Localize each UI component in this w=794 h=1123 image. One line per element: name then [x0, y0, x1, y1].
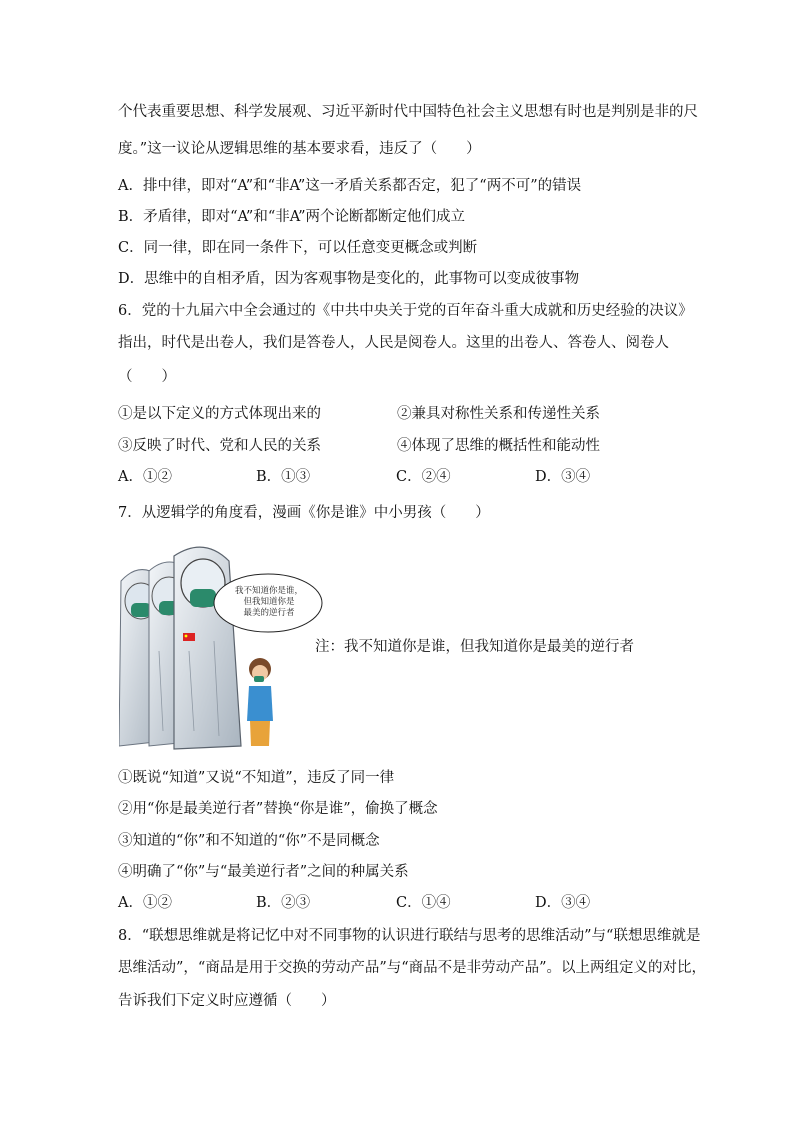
q7-cartoon-note: 注：我不知道你是谁，但我知道你是最美的逆行者: [315, 639, 634, 655]
q5-option-b: B．矛盾律，即对“A”和“非A”两个论断都断定他们成立: [118, 209, 465, 225]
bubble-line-2: 但我知道你是: [243, 597, 295, 607]
speech-bubble-text: [219, 586, 319, 619]
q5-option-d: D．思维中的自相矛盾，因为客观事物是变化的，此事物可以变成彼事物: [118, 271, 580, 287]
q5-option-c: C．同一律，即在同一条件下，可以任意变更概念或判断: [118, 240, 478, 256]
q5-stem-line1: 个代表重要思想、科学发展观、习近平新时代中国特色社会主义思想有时也是判别是非的尺: [118, 104, 698, 120]
q7-stem: 7．从逻辑学的角度看，漫画《你是谁》中小男孩（ ）: [118, 505, 490, 521]
q6-stem-line2: 指出，时代是出卷人，我们是答卷人，人民是阅卷人。这里的出卷人、答卷人、阅卷人: [118, 335, 669, 351]
q7-item-3: ③知道的“你”和不知道的“你”不是同概念: [118, 833, 380, 849]
q6-stem-line3: （ ）: [118, 369, 176, 385]
q7-choice-c: C．①④: [396, 895, 451, 911]
q6-choice-a: A．①②: [118, 469, 172, 485]
q7-item-2: ②用“你是最美逆行者”替换“你是谁”，偷换了概念: [118, 801, 438, 817]
q7-choice-b: B．②③: [256, 895, 311, 911]
q6-stem-line1: 6．党的十九届六中全会通过的《中共中央关于党的百年奋斗重大成就和历史经验的决议》: [118, 303, 693, 319]
q6-item-3: ③反映了时代、党和人民的关系: [118, 438, 321, 454]
bubble-line-1: 我不知道你是谁，: [234, 586, 303, 596]
q8-stem-line1: 8．“联想思维就是将记忆中对不同事物的认识进行联结与思考的思维活动”与“联想思维就是: [118, 928, 701, 944]
q5-stem-line2: 度。”这一议论从逻辑思维的基本要求看，违反了（ ）: [118, 141, 481, 157]
q6-item-4: ④体现了思维的概括性和能动性: [397, 438, 600, 454]
q7-item-4: ④明确了“你”与“最美逆行者”之间的种属关系: [118, 864, 409, 880]
q8-stem-line3: 告诉我们下定义时应遵循（ ）: [118, 993, 336, 1009]
q8-stem-line2: 思维活动”，“商品是用于交换的劳动产品”与“商品不是非劳动产品”。以上两组定义的对比，: [118, 960, 707, 976]
q5-option-a: A．排中律，即对“A”和“非A”这一矛盾关系都否定，犯了“两不可”的错误: [118, 178, 582, 194]
q7-item-1: ①既说“知道”又说“不知道”，违反了同一律: [118, 770, 395, 786]
q7-choice-d: D．③④: [535, 895, 591, 911]
q6-item-1: ①是以下定义的方式体现出来的: [118, 406, 321, 422]
q6-choice-d: D．③④: [535, 469, 591, 485]
q6-item-2: ②兼具对称性关系和传递性关系: [397, 406, 600, 422]
bubble-line-3: 最美的逆行者: [243, 608, 295, 618]
q6-choice-c: C．②④: [396, 469, 451, 485]
q7-choice-a: A．①②: [118, 895, 172, 911]
q6-choice-b: B．①③: [256, 469, 311, 485]
